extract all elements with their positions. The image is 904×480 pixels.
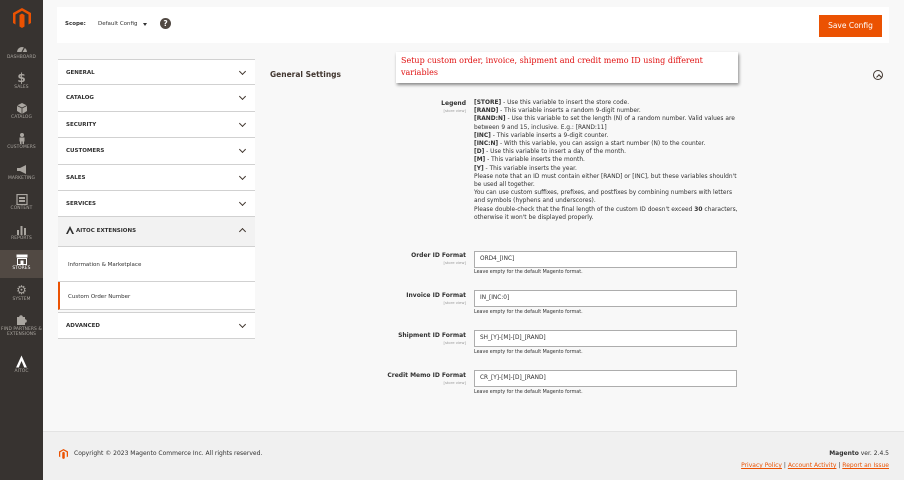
tab-label: SECURITY <box>66 121 97 128</box>
page-header <box>57 7 889 43</box>
nav-label: AITOC <box>14 369 29 374</box>
caret-down-icon[interactable] <box>143 23 147 26</box>
invoice-id-format-input[interactable]: IN_[INC:0] <box>474 290 737 307</box>
credit-memo-id-note: Leave empty for the default Magento format. <box>474 390 583 395</box>
layout-icon <box>16 194 28 205</box>
person-icon <box>16 133 28 144</box>
tab-catalog[interactable] <box>58 85 255 111</box>
aitoc-logo-icon <box>66 226 74 234</box>
puzzle-icon <box>16 315 28 326</box>
save-config-button[interactable]: Save Config <box>819 15 882 37</box>
dollar-icon: $ <box>17 71 26 85</box>
magento-logo-icon[interactable] <box>13 8 31 28</box>
gear-icon: ⚙ <box>16 283 27 297</box>
nav-item-customers[interactable] <box>0 133 43 153</box>
tab-general[interactable] <box>58 59 255 85</box>
config-tabs <box>58 59 255 339</box>
nav-label: CONTENT <box>10 206 33 211</box>
scope-label: Scope: <box>65 21 86 27</box>
help-icon[interactable]: ? <box>160 18 171 29</box>
magento-logo-icon <box>59 449 68 459</box>
nav-label: SYSTEM <box>12 297 31 302</box>
tab-label: ADVANCED <box>66 323 100 330</box>
page-footer <box>43 431 904 480</box>
invoice-id-label: Invoice ID Format [store view] <box>406 292 466 305</box>
order-id-note: Leave empty for the default Magento format. <box>474 270 583 275</box>
tab-label: GENERAL <box>66 70 95 76</box>
account-activity-link[interactable]: Account Activity <box>787 462 837 469</box>
bar-chart-icon <box>16 224 28 235</box>
section-title[interactable]: General Settings <box>270 70 342 79</box>
nav-label: REPORTS <box>11 236 32 241</box>
nav-label: FIND PARTNERS & EXTENSIONS <box>1 327 42 337</box>
chevron-down-icon <box>239 173 246 180</box>
aitoc-logo-icon <box>15 355 28 368</box>
tab-aitoc-extensions[interactable] <box>58 217 255 247</box>
nav-item-system[interactable] <box>0 285 43 305</box>
tab-label: AITOC EXTENSIONS <box>76 228 137 235</box>
tab-customers[interactable] <box>58 138 255 164</box>
legend-label: Legend [store view] <box>441 100 466 113</box>
privacy-policy-link[interactable]: Privacy Policy <box>741 462 782 469</box>
nav-item-find-partners[interactable] <box>0 315 43 343</box>
order-id-format-input[interactable]: ORD4_[INC] <box>474 251 737 268</box>
nav-label: CATALOG <box>11 115 32 120</box>
nav-item-sales[interactable] <box>0 73 43 93</box>
annotation-callout: Setup custom order, invoice, shipment and credit memo ID using different variables <box>396 52 738 83</box>
chevron-down-icon <box>239 93 246 100</box>
chevron-down-icon <box>239 68 246 75</box>
chevron-down-icon <box>239 120 246 127</box>
nav-label: STORES <box>12 266 31 271</box>
credit-memo-id-format-input[interactable]: CR_[Y]-[M]-[D]_[RAND] <box>474 370 737 387</box>
tab-information-marketplace[interactable] <box>58 247 255 282</box>
legend-text: [STORE] - Use this variable to insert the store code. [RAND] - This variable inserts a random 9-digit number. [RAND:N] - Use this variable to set the length (N) of a random number. Valid values are between 9 and 15, inclusive. E.g.: [RAND:11] [INC] - This variable inserts a 9-digit counter. [INC:N] - With this variable, you can assign a start number (N) to the counter. [D] - Use this variable to insert a day of the month. [M] - This variable inserts the month. [Y] - This variable inserts the year. Please note that an ID must contain either [RAND] or [INC], but these variables shouldn't be used all together. You can use custom suffixes, prefixes, and postfixes by combining numbers with letters and symbols (hyphens and underscores). Please double-check that the final length of the custom ID doesn't exceed 30 characters, otherwise it won't be displayed properly. <box>474 100 738 221</box>
cube-icon <box>16 103 28 114</box>
tab-advanced[interactable] <box>58 312 255 339</box>
nav-label: SALES <box>14 85 29 90</box>
collapse-toggle-icon[interactable] <box>873 70 883 80</box>
tab-sales[interactable] <box>58 165 255 191</box>
chevron-down-icon <box>239 199 246 206</box>
chevron-down-icon <box>239 146 246 153</box>
store-icon <box>16 254 28 265</box>
megaphone-icon <box>16 164 28 175</box>
nav-label: MARKETING <box>7 176 36 181</box>
tab-label: CATALOG <box>66 95 94 102</box>
tab-label: SERVICES <box>66 200 97 207</box>
nav-item-content[interactable] <box>0 194 43 214</box>
nav-item-marketing[interactable] <box>0 164 43 184</box>
credit-memo-id-label: Credit Memo ID Format [store view] <box>387 372 466 385</box>
chevron-down-icon <box>239 321 246 328</box>
report-issue-link[interactable]: Report an Issue <box>842 462 889 469</box>
nav-item-dashboard[interactable] <box>0 43 43 63</box>
tab-label: Custom Order Number <box>68 294 131 301</box>
tab-label: Information & Marketplace <box>68 262 142 269</box>
nav-item-reports[interactable] <box>0 224 43 244</box>
nav-item-catalog[interactable] <box>0 103 43 123</box>
chevron-up-icon <box>239 228 246 235</box>
tab-label: CUSTOMERS <box>66 148 105 155</box>
shipment-id-format-input[interactable]: SH_[Y]-[M]-[D]_[RAND] <box>474 330 737 347</box>
tab-label: SALES <box>66 174 86 181</box>
copyright-text: Copyright © 2023 Magento Commerce Inc. All rights reserved. <box>74 450 263 457</box>
footer-links: Privacy Policy | Account Activity | Report an Issue <box>741 462 889 469</box>
shipment-id-note: Leave empty for the default Magento format. <box>474 350 583 355</box>
tab-services[interactable] <box>58 191 255 217</box>
invoice-id-note: Leave empty for the default Magento format. <box>474 310 583 315</box>
speedometer-icon <box>16 43 28 54</box>
nav-label: CUSTOMERS <box>7 145 36 150</box>
order-id-label: Order ID Format [store view] <box>411 252 466 265</box>
tab-custom-order-number[interactable] <box>58 282 255 310</box>
admin-sidebar <box>0 0 43 480</box>
nav-label: DASHBOARD <box>6 55 37 60</box>
nav-item-stores[interactable] <box>0 250 43 278</box>
tab-security[interactable] <box>58 112 255 138</box>
nav-item-aitoc[interactable] <box>0 355 43 377</box>
version-text: Magento ver. 2.4.5 <box>829 450 889 457</box>
shipment-id-label: Shipment ID Format [store view] <box>398 332 466 345</box>
scope-switcher[interactable]: Default Config <box>98 21 138 27</box>
